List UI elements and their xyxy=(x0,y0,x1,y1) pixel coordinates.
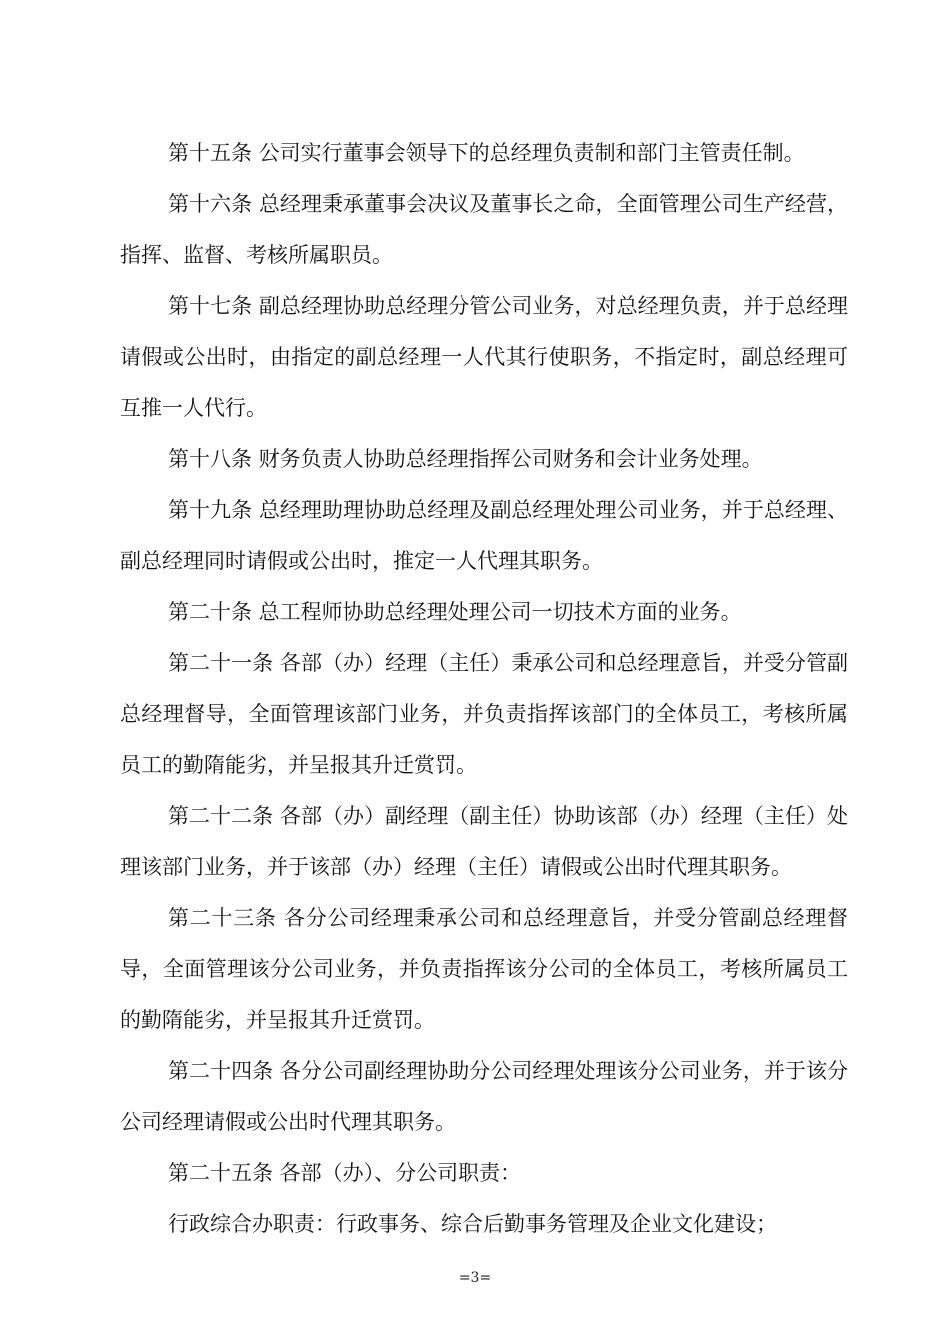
article-18-paragraph: 第十八条 财务负责人协助总经理指挥公司财务和会计业务处理。 xyxy=(168,447,763,471)
article-16-paragraph: 第十六条 总经理秉承董事会决议及董事长之命，全面管理公司生产经营，指挥、监督、考核所属职员。 xyxy=(120,192,848,267)
article-24-paragraph: 第二十四条 各分公司副经理协助分公司经理处理该分公司业务，并于该分公司经理请假或公出时代理其职务。 xyxy=(120,1059,848,1134)
article-15-paragraph: 第十五条 公司实行董事会领导下的总经理负责制和部门主管责任制。 xyxy=(168,141,805,165)
document-body xyxy=(120,128,848,1250)
article-20-paragraph: 第二十条 总工程师协助总经理处理公司一切技术方面的业务。 xyxy=(168,600,742,624)
article-25-paragraph: 第二十五条 各部（办）、分公司职责： xyxy=(168,1161,522,1185)
page-number: =3= xyxy=(458,1270,492,1286)
article-23-paragraph: 第二十三条 各分公司经理秉承公司和总经理意旨，并受分管副总经理督导，全面管理该分公司业务，并负责指挥该分公司的全体员工，考核所属员工的勤隋能劣，并呈报其升迁赏罚。 xyxy=(120,906,848,1032)
article-22-paragraph: 第二十二条 各部（办）副经理（副主任）协助该部（办）经理（主任）处理该部门业务，并于该部（办）经理（主任）请假或公出时代理其职务。 xyxy=(120,804,848,879)
article-17-paragraph: 第十七条 副总经理协助总经理分管公司业务，对总经理负责，并于总经理请假或公出时，由指定的副总经理一人代其行使职务，不指定时，副总经理可互推一人代行。 xyxy=(120,294,848,420)
article-19-paragraph: 第十九条 总经理助理协助总经理及副总经理处理公司业务，并于总经理、副总经理同时请假或公出时，推定一人代理其职务。 xyxy=(120,498,848,573)
article-21-paragraph: 第二十一条 各部（办）经理（主任）秉承公司和总经理意旨，并受分管副总经理督导，全面管理该部门业务，并负责指挥该部门的全体员工，考核所属员工的勤隋能劣，并呈报其升迁赏罚。 xyxy=(120,651,848,777)
admin-office-duties-paragraph: 行政综合办职责：行政事务、综合后勤事务管理及企业文化建设； xyxy=(168,1212,777,1236)
